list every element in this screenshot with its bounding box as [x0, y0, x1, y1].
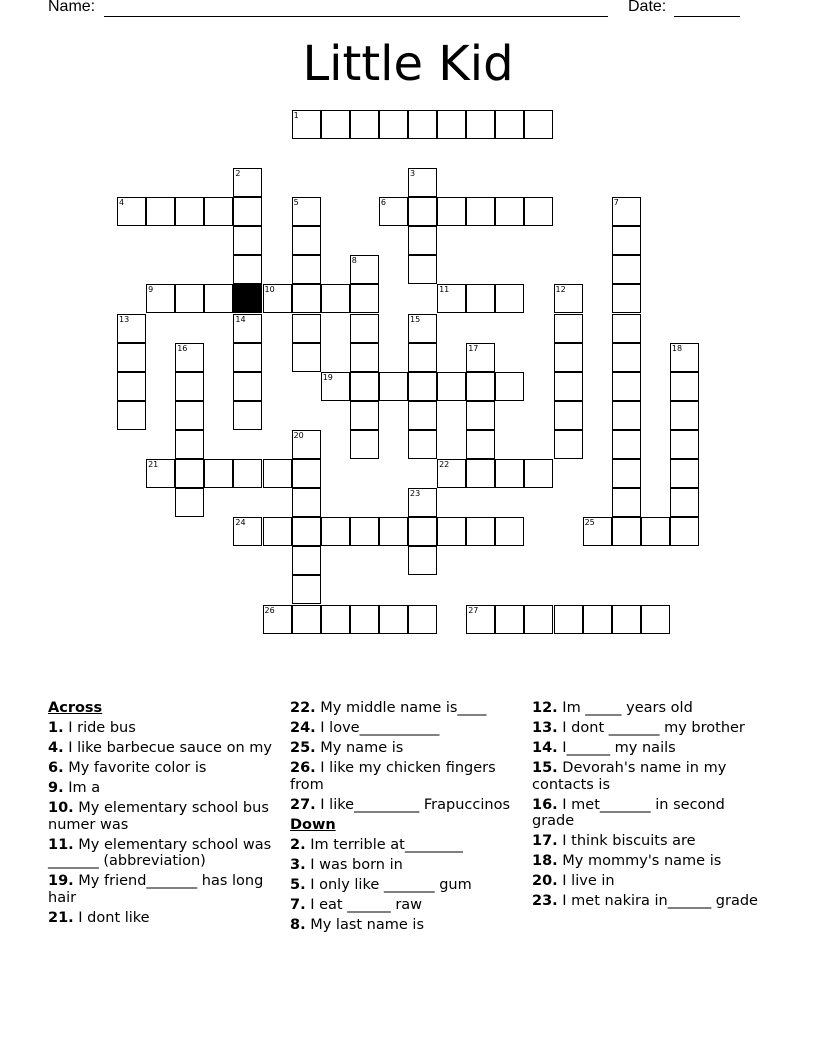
grid-cell[interactable] [554, 343, 583, 372]
grid-cell[interactable] [292, 110, 321, 139]
grid-cell[interactable] [263, 605, 292, 634]
grid-cell[interactable] [612, 226, 641, 255]
clue-number: 16 [177, 343, 188, 353]
grid-cell[interactable] [612, 488, 641, 517]
grid-cell[interactable] [350, 605, 379, 634]
clue-item-text: I like barbecue sauce on my [63, 740, 272, 756]
grid-cell[interactable] [670, 488, 699, 517]
grid-cell[interactable] [233, 255, 262, 284]
grid-cell[interactable] [495, 284, 524, 313]
grid-cell[interactable] [292, 430, 321, 459]
grid-cell[interactable] [379, 517, 408, 546]
clue-number: 20 [293, 430, 304, 440]
clue-item [290, 797, 525, 814]
clue-item-text: I dont _______ my brother [557, 720, 745, 736]
clue-item [532, 740, 767, 757]
grid-cell[interactable] [350, 372, 379, 401]
grid-cell[interactable] [350, 517, 379, 546]
clue-number: 1 [293, 111, 299, 120]
grid-cell[interactable] [146, 284, 175, 313]
clue-item [48, 910, 283, 927]
clue-number: 24 [235, 518, 246, 528]
clue-item-text: Im _____ years old [557, 700, 693, 716]
name-label: Name: [48, 0, 96, 15]
clue-item [532, 760, 767, 793]
grid-cell[interactable] [612, 314, 641, 343]
clue-item-text: I like_________ Frapuccinos [315, 796, 511, 813]
grid-cell[interactable] [233, 197, 262, 226]
grid-cell[interactable] [612, 459, 641, 488]
clue-number: 19 [322, 372, 333, 382]
grid-cell-black [233, 284, 262, 313]
grid-cell[interactable] [263, 459, 292, 488]
grid-cell[interactable] [321, 284, 350, 313]
clue-item-number: 4. [48, 740, 64, 756]
grid-cell[interactable] [146, 459, 175, 488]
grid-cell[interactable] [292, 314, 321, 343]
grid-cell[interactable] [204, 459, 233, 488]
clue-item [48, 780, 283, 797]
clue-item-number: 5. [290, 876, 306, 893]
clue-item [532, 873, 767, 890]
grid-cell[interactable] [524, 110, 553, 139]
grid-cell[interactable] [292, 517, 321, 546]
clue-number: 10 [264, 285, 275, 295]
clue-item-number: 23. [532, 893, 558, 909]
grid-cell[interactable] [408, 372, 437, 401]
grid-cell[interactable] [263, 284, 292, 313]
grid-cell[interactable] [612, 372, 641, 401]
grid-cell[interactable] [204, 197, 233, 226]
clue-number: 13 [119, 314, 130, 324]
grid-cell[interactable] [437, 372, 466, 401]
grid-cell[interactable] [233, 314, 262, 343]
clue-item-text: My middle name is____ [315, 700, 487, 716]
clue-item-text: I was born in [305, 856, 403, 873]
clue-item-number: 19. [48, 873, 74, 889]
clue-item-number: 15. [532, 760, 558, 776]
clue-item [290, 897, 525, 914]
grid-cell[interactable] [117, 401, 146, 430]
clue-number: 17 [468, 343, 479, 353]
clue-item-number: 8. [290, 916, 306, 933]
grid-cell[interactable] [408, 168, 437, 197]
grid-cell[interactable] [612, 255, 641, 284]
grid-cell[interactable] [641, 517, 670, 546]
grid-cell[interactable] [466, 401, 495, 430]
grid-cell[interactable] [408, 255, 437, 284]
clue-item [532, 797, 767, 830]
clue-item-number: 18. [532, 853, 558, 869]
grid-cell[interactable] [612, 517, 641, 546]
clue-item-number: 26. [290, 760, 316, 776]
grid-cell[interactable] [437, 459, 466, 488]
grid-cell[interactable] [350, 314, 379, 343]
grid-cell[interactable] [175, 459, 204, 488]
clue-item [532, 720, 767, 737]
clue-item-number: 2. [290, 836, 306, 853]
clue-item [290, 720, 525, 737]
clue-number: 8 [351, 256, 357, 266]
clue-item-text: Im terrible at________ [305, 836, 463, 853]
grid-cell[interactable] [321, 517, 350, 546]
clue-item [48, 740, 283, 757]
grid-cell[interactable] [495, 197, 524, 226]
grid-cell[interactable] [233, 226, 262, 255]
clue-number: 27 [468, 605, 479, 615]
clue-item-number: 13. [532, 720, 558, 736]
grid-cell[interactable] [117, 197, 146, 226]
clue-number: 6 [380, 198, 386, 208]
grid-cell[interactable] [554, 605, 583, 634]
across-heading: Across [48, 700, 103, 716]
clue-item-number: 27. [290, 796, 316, 813]
clue-column-2 [290, 700, 525, 937]
grid-cell[interactable] [524, 197, 553, 226]
clue-item-text: My friend_______ has long hair [48, 873, 264, 906]
grid-cell[interactable] [233, 372, 262, 401]
grid-cell[interactable] [233, 168, 262, 197]
grid-cell[interactable] [612, 284, 641, 313]
clue-item-number: 3. [290, 856, 306, 873]
grid-cell[interactable] [233, 459, 262, 488]
clue-item-number: 16. [532, 796, 558, 813]
date-label: Date: [628, 0, 667, 15]
clue-item-number: 20. [532, 873, 558, 889]
grid-cell[interactable] [292, 575, 321, 604]
grid-cell[interactable] [233, 343, 262, 372]
clue-item-number: 12. [532, 700, 558, 716]
clue-item-text: My elementary school was _______ (abbreviation) [48, 836, 272, 869]
grid-cell[interactable] [117, 372, 146, 401]
clue-item [532, 893, 767, 910]
grid-cell[interactable] [175, 284, 204, 313]
grid-cell[interactable] [292, 226, 321, 255]
grid-cell[interactable] [466, 372, 495, 401]
clue-item-number: 24. [290, 720, 316, 736]
clue-number: 11 [439, 285, 450, 295]
clue-item-number: 1. [48, 720, 64, 736]
grid-cell[interactable] [670, 372, 699, 401]
grid-cell[interactable] [670, 343, 699, 372]
clue-item [290, 760, 525, 793]
page-title: Little Kid [302, 36, 514, 92]
clue-item-number: 17. [532, 833, 558, 849]
grid-cell[interactable] [554, 284, 583, 313]
clue-number: 7 [613, 198, 619, 208]
grid-cell[interactable] [437, 110, 466, 139]
clue-item-text: I only like _______ gum [305, 876, 472, 893]
grid-cell[interactable] [466, 197, 495, 226]
clue-item-number: 22. [290, 700, 316, 716]
clue-column-1 [48, 700, 283, 930]
clue-item-number: 7. [290, 896, 306, 913]
grid-cell[interactable] [554, 401, 583, 430]
grid-cell[interactable] [350, 110, 379, 139]
grid-cell[interactable] [466, 605, 495, 634]
down-clue-list [290, 837, 525, 934]
clue-item [48, 760, 283, 777]
clue-item [532, 833, 767, 850]
grid-cell[interactable] [408, 401, 437, 430]
grid-cell[interactable] [495, 372, 524, 401]
clue-item-text: Devorah's name in my contacts is [532, 760, 727, 793]
clue-number: 25 [584, 518, 595, 528]
grid-cell[interactable] [350, 255, 379, 284]
grid-cell[interactable] [670, 517, 699, 546]
clue-number: 15 [410, 314, 421, 324]
grid-cell[interactable] [175, 401, 204, 430]
clue-item [532, 700, 767, 717]
grid-cell[interactable] [583, 605, 612, 634]
grid-cell[interactable] [554, 430, 583, 459]
grid-cell[interactable] [670, 401, 699, 430]
grid-cell[interactable] [524, 605, 553, 634]
grid-cell[interactable] [263, 517, 292, 546]
grid-cell[interactable] [233, 517, 262, 546]
grid-cell[interactable] [379, 197, 408, 226]
clue-item-text: I dont like [73, 909, 150, 926]
grid-cell[interactable] [408, 517, 437, 546]
clue-number: 23 [410, 489, 421, 499]
clue-item [290, 700, 525, 717]
clue-item-text: I met_______ in second grade [532, 796, 725, 829]
grid-cell[interactable] [583, 517, 612, 546]
grid-cell[interactable] [641, 605, 670, 634]
grid-cell[interactable] [204, 284, 233, 313]
grid-cell[interactable] [612, 401, 641, 430]
grid-cell[interactable] [408, 605, 437, 634]
grid-cell[interactable] [437, 517, 466, 546]
clue-column-3 [532, 700, 767, 913]
clue-number: 22 [439, 460, 450, 469]
grid-cell[interactable] [350, 343, 379, 372]
grid-cell[interactable] [292, 255, 321, 284]
grid-cell[interactable] [495, 110, 524, 139]
clue-item-text: My elementary school bus numer was [48, 800, 269, 833]
grid-cell[interactable] [321, 110, 350, 139]
clue-number: 3 [410, 169, 416, 178]
grid-cell[interactable] [292, 459, 321, 488]
clue-item-number: 14. [532, 740, 558, 756]
clue-item-text: I ride bus [63, 720, 136, 736]
clue-item-number: 21. [48, 909, 74, 926]
clue-item-text: I met nakira in______ grade [557, 893, 758, 909]
across-clue-list [48, 720, 283, 926]
clue-number: 5 [293, 198, 299, 208]
grid-cell[interactable] [408, 110, 437, 139]
grid-cell[interactable] [612, 197, 641, 226]
clue-item [290, 857, 525, 874]
clue-item [290, 917, 525, 934]
grid-cell[interactable] [408, 226, 437, 255]
clue-item-number: 25. [290, 740, 316, 756]
clue-item-text: Im a [63, 780, 101, 796]
grid-cell[interactable] [321, 605, 350, 634]
grid-cell[interactable] [117, 314, 146, 343]
across-clue-list-cont [290, 700, 525, 813]
clue-item [532, 853, 767, 870]
grid-cell[interactable] [554, 372, 583, 401]
grid-cell[interactable] [292, 284, 321, 313]
grid-cell[interactable] [292, 343, 321, 372]
grid-cell[interactable] [175, 430, 204, 459]
grid-cell[interactable] [466, 459, 495, 488]
clue-item-text: I think biscuits are [557, 833, 696, 849]
clue-number: 2 [235, 169, 241, 178]
grid-cell[interactable] [495, 605, 524, 634]
clue-item-text: I like my chicken fingers from [290, 760, 496, 793]
grid-cell[interactable] [437, 197, 466, 226]
grid-cell[interactable] [466, 110, 495, 139]
grid-cell[interactable] [670, 430, 699, 459]
grid-cell[interactable] [524, 459, 553, 488]
grid-cell[interactable] [495, 517, 524, 546]
grid-cell[interactable] [437, 284, 466, 313]
grid-cell[interactable] [117, 343, 146, 372]
grid-cell[interactable] [292, 546, 321, 575]
grid-cell[interactable] [612, 430, 641, 459]
grid-cell[interactable] [175, 488, 204, 517]
clue-item-text: My mommy's name is [557, 853, 722, 869]
grid-cell[interactable] [146, 197, 175, 226]
clue-item [48, 873, 283, 906]
clue-item-number: 9. [48, 780, 64, 796]
clue-item [48, 837, 283, 870]
clue-item-number: 6. [48, 760, 64, 776]
clue-number: 18 [671, 343, 683, 353]
clue-number: 26 [264, 605, 275, 615]
grid-cell[interactable] [379, 372, 408, 401]
clue-item-text: My last name is [305, 916, 424, 933]
clue-item-number: 10. [48, 800, 74, 816]
grid-cell[interactable] [408, 546, 437, 575]
grid-cell[interactable] [321, 372, 350, 401]
clue-item-text: My name is [315, 740, 404, 756]
clue-item-text: I love___________ [315, 720, 440, 736]
grid-cell[interactable] [350, 430, 379, 459]
grid-cell[interactable] [350, 284, 379, 313]
grid-cell[interactable] [612, 605, 641, 634]
clue-item-text: My favorite color is [63, 760, 207, 776]
clue-item [290, 837, 525, 854]
clue-item-number: 11. [48, 836, 74, 853]
grid-cell[interactable] [175, 197, 204, 226]
grid-cell[interactable] [292, 605, 321, 634]
clue-number: 14 [235, 314, 246, 324]
clue-number: 9 [148, 285, 154, 295]
grid-cell[interactable] [495, 459, 524, 488]
clue-item [48, 720, 283, 737]
grid-cell[interactable] [554, 314, 583, 343]
clue-item-text: I live in [557, 873, 615, 889]
grid-cell[interactable] [292, 488, 321, 517]
grid-cell[interactable] [466, 430, 495, 459]
grid-cell[interactable] [408, 343, 437, 372]
grid-cell[interactable] [350, 401, 379, 430]
grid-cell[interactable] [408, 314, 437, 343]
clue-item [48, 800, 283, 833]
grid-cell[interactable] [466, 343, 495, 372]
clue-number: 12 [555, 285, 566, 295]
clue-number: 4 [119, 198, 125, 208]
clue-number: 21 [148, 460, 159, 469]
grid-cell[interactable] [466, 517, 495, 546]
grid-cell[interactable] [233, 401, 262, 430]
grid-cell[interactable] [379, 605, 408, 634]
grid-cell[interactable] [379, 110, 408, 139]
down-clue-list-cont [532, 700, 767, 910]
grid-cell[interactable] [175, 372, 204, 401]
grid-cell[interactable] [670, 459, 699, 488]
grid-cell[interactable] [408, 197, 437, 226]
grid-cell[interactable] [175, 343, 204, 372]
grid-cell[interactable] [612, 343, 641, 372]
clue-item [290, 740, 525, 757]
down-heading: Down [290, 816, 336, 833]
grid-cell[interactable] [408, 488, 437, 517]
grid-cell[interactable] [466, 284, 495, 313]
clue-item-text: I eat ______ raw [305, 896, 423, 913]
grid-cell[interactable] [292, 197, 321, 226]
clue-item [290, 877, 525, 894]
clue-item-text: I______ my nails [557, 740, 676, 756]
grid-cell[interactable] [408, 430, 437, 459]
